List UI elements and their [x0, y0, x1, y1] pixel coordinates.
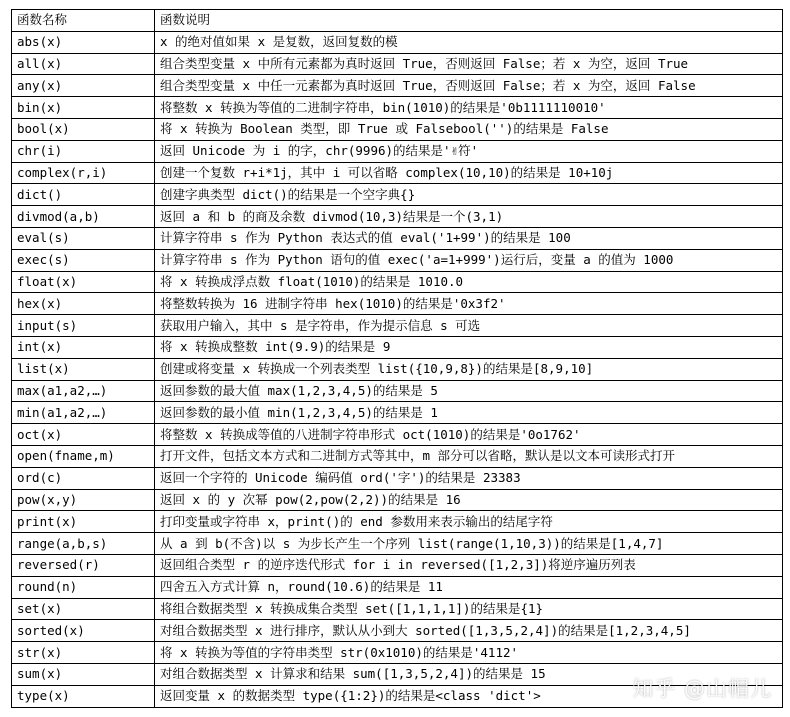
- table-row: [12, 402, 783, 424]
- function-description-cell: 组合类型变量 x 中所有元素都为真时返回 True，否则返回 False；若 x 为空，返回 True: [155, 53, 783, 75]
- function-name-cell: str(x): [12, 642, 155, 664]
- function-name-cell: min(a1,a2,…): [12, 402, 155, 424]
- table-row: [12, 489, 783, 511]
- table-row: [12, 53, 783, 75]
- function-name-cell: dict(): [12, 184, 155, 206]
- function-name-cell: type(x): [12, 685, 155, 707]
- function-name-cell: sorted(x): [12, 620, 155, 642]
- builtin-functions-table: [11, 9, 783, 708]
- function-name-cell: print(x): [12, 511, 155, 533]
- function-description-cell: 从 a 到 b(不含)以 s 为步长产生一个序列 list(range(1,10,3))的结果是[1,4,7]: [155, 533, 783, 555]
- function-name-cell: int(x): [12, 336, 155, 358]
- table-row: [12, 336, 783, 358]
- function-description-cell: 返回参数的最大值 max(1,2,3,4,5)的结果是 5: [155, 380, 783, 402]
- function-description-cell: 获取用户输入，其中 s 是字符串，作为提示信息 s 可选: [155, 315, 783, 337]
- function-description-cell: 将组合数据类型 x 转换成集合类型 set([1,1,1,1])的结果是{1}: [155, 598, 783, 620]
- function-description-cell: 组合类型变量 x 中任一元素都为真时返回 True，否则返回 False；若 x 为空，返回 False: [155, 75, 783, 97]
- table-row: [12, 31, 783, 53]
- function-name-cell: input(s): [12, 315, 155, 337]
- function-name-cell: sum(x): [12, 663, 155, 685]
- function-description-cell: 打开文件，包括文本方式和二进制方式等其中，m 部分可以省略，默认是以文本可读形式打开: [155, 445, 783, 467]
- function-name-cell: ord(c): [12, 467, 155, 489]
- table-row: [12, 249, 783, 271]
- table-row: [12, 227, 783, 249]
- function-name-cell: reversed(r): [12, 554, 155, 576]
- table-body: [12, 31, 783, 707]
- table-row: [12, 140, 783, 162]
- function-name-cell: complex(r,i): [12, 162, 155, 184]
- function-description-cell: 返回变量 x 的数据类型 type({1:2})的结果是<class 'dict'>: [155, 685, 783, 707]
- function-description-cell: 对组合数据类型 x 计算求和结果 sum([1,3,5,2,4])的结果是 15: [155, 663, 783, 685]
- table-row: [12, 118, 783, 140]
- function-name-cell: abs(x): [12, 31, 155, 53]
- function-description-cell: 将 x 转换为等值的字符串类型 str(0x1010)的结果是'4112': [155, 642, 783, 664]
- function-name-cell: list(x): [12, 358, 155, 380]
- table-row: [12, 315, 783, 337]
- function-name-cell: bin(x): [12, 97, 155, 119]
- function-description-cell: 返回参数的最小值 min(1,2,3,4,5)的结果是 1: [155, 402, 783, 424]
- function-description-cell: 计算字符串 s 作为 Python 表达式的值 eval('1+99')的结果是 100: [155, 227, 783, 249]
- function-description-cell: 将 x 转换为 Boolean 类型，即 True 或 Falsebool('')的结果是 False: [155, 118, 783, 140]
- function-description-cell: 将整数转换为 16 进制字符串 hex(1010)的结果是'0x3f2': [155, 293, 783, 315]
- table-row: [12, 576, 783, 598]
- function-description-cell: 打印变量或字符串 x，print()的 end 参数用来表示输出的结尾字符: [155, 511, 783, 533]
- function-name-cell: chr(i): [12, 140, 155, 162]
- header-function-description: 函数说明: [155, 10, 783, 32]
- function-name-cell: pow(x,y): [12, 489, 155, 511]
- function-description-cell: 返回 a 和 b 的商及余数 divmod(10,3)结果是一个(3,1): [155, 206, 783, 228]
- function-name-cell: set(x): [12, 598, 155, 620]
- table-row: [12, 293, 783, 315]
- function-description-cell: 将整数 x 转换成等值的八进制字符串形式 oct(1010)的结果是'0o1762': [155, 424, 783, 446]
- function-description-cell: 返回 Unicode 为 i 的字，chr(9996)的结果是'✌符': [155, 140, 783, 162]
- function-description-cell: 将整数 x 转换为等值的二进制字符串，bin(1010)的结果是'0b1111110010': [155, 97, 783, 119]
- table-row: [12, 511, 783, 533]
- function-name-cell: oct(x): [12, 424, 155, 446]
- function-name-cell: open(fname,m): [12, 445, 155, 467]
- table-row: [12, 271, 783, 293]
- function-description-cell: 返回一个字符的 Unicode 编码值 ord('字')的结果是 23383: [155, 467, 783, 489]
- watermark: 知乎 @山帽儿: [632, 677, 772, 701]
- table-row: [12, 598, 783, 620]
- table-row: [12, 162, 783, 184]
- table-row: [12, 75, 783, 97]
- function-name-cell: round(n): [12, 576, 155, 598]
- function-description-cell: 创建一个复数 r+i*1j，其中 i 可以省略 complex(10,10)的结果是 10+10j: [155, 162, 783, 184]
- function-description-cell: 创建或将变量 x 转换成一个列表类型 list({10,9,8})的结果是[8,9,10]: [155, 358, 783, 380]
- table-row: [12, 380, 783, 402]
- function-name-cell: all(x): [12, 53, 155, 75]
- table-row: [12, 206, 783, 228]
- function-description-cell: 将 x 转换成浮点数 float(1010)的结果是 1010.0: [155, 271, 783, 293]
- function-name-cell: max(a1,a2,…): [12, 380, 155, 402]
- table-row: [12, 533, 783, 555]
- function-name-cell: any(x): [12, 75, 155, 97]
- header-function-name: 函数名称: [12, 10, 155, 32]
- function-description-cell: 将 x 转换成整数 int(9.9)的结果是 9: [155, 336, 783, 358]
- function-name-cell: hex(x): [12, 293, 155, 315]
- table-row: [12, 445, 783, 467]
- function-name-cell: range(a,b,s): [12, 533, 155, 555]
- table-row: [12, 97, 783, 119]
- function-description-cell: 四舍五入方式计算 n，round(10.6)的结果是 11: [155, 576, 783, 598]
- table-header-row: [12, 10, 783, 32]
- function-name-cell: float(x): [12, 271, 155, 293]
- function-description-cell: 返回组合类型 r 的逆序迭代形式 for i in reversed([1,2,3])将逆序遍历列表: [155, 554, 783, 576]
- function-description-cell: 计算字符串 s 作为 Python 语句的值 exec('a=1+999')运行后，变量 a 的值为 1000: [155, 249, 783, 271]
- table-row: [12, 554, 783, 576]
- table-row: [12, 642, 783, 664]
- function-name-cell: bool(x): [12, 118, 155, 140]
- table-row: [12, 424, 783, 446]
- function-description-cell: 对组合数据类型 x 进行排序，默认从小到大 sorted([1,3,5,2,4])的结果是[1,2,3,4,5]: [155, 620, 783, 642]
- table-row: [12, 620, 783, 642]
- table-row: [12, 467, 783, 489]
- function-name-cell: divmod(a,b): [12, 206, 155, 228]
- table-row: [12, 184, 783, 206]
- function-description-cell: 创建字典类型 dict()的结果是一个空字典{}: [155, 184, 783, 206]
- function-description-cell: x 的绝对值如果 x 是复数，返回复数的模: [155, 31, 783, 53]
- function-name-cell: eval(s): [12, 227, 155, 249]
- function-name-cell: exec(s): [12, 249, 155, 271]
- table-row: [12, 358, 783, 380]
- function-description-cell: 返回 x 的 y 次幂 pow(2,pow(2,2))的结果是 16: [155, 489, 783, 511]
